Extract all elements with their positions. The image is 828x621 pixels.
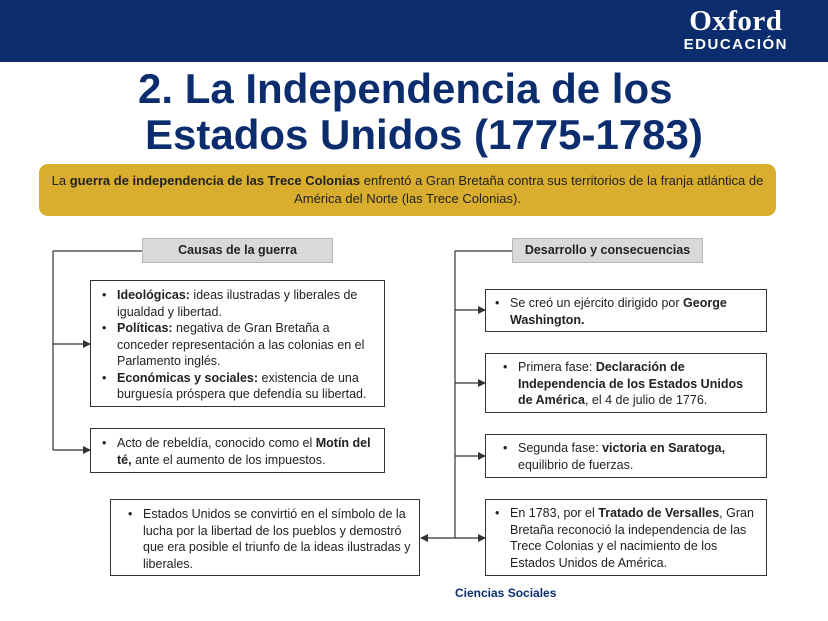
intro-pre: La xyxy=(51,173,70,188)
symbol-box xyxy=(110,499,420,576)
motin-item xyxy=(99,435,376,468)
cause-ideological-label: Ideológicas: xyxy=(117,288,190,302)
versailles-bold: Tratado de Versalles xyxy=(598,506,720,520)
versailles-pre: En 1783, por el xyxy=(510,506,599,520)
development-header: Desarrollo y consecuencias xyxy=(512,238,703,263)
phase1-box xyxy=(485,353,767,413)
phase2-item xyxy=(500,440,758,473)
phase1-item xyxy=(500,359,758,409)
intro-post: enfrentó a Gran Bretaña contra sus territorios de la franja atlántica de América del Norte (las Trece Colonias). xyxy=(294,173,764,206)
title-line-1: 2. La Independencia de los xyxy=(138,65,673,112)
cause-political-label: Políticas: xyxy=(117,321,173,335)
intro-bold: guerra de independencia de las Trece Colonias xyxy=(69,173,361,188)
versailles-box xyxy=(485,499,767,576)
phase1-pre: Primera fase: xyxy=(518,360,596,374)
motin-post: ante el aumento de los impuestos. xyxy=(131,452,326,467)
army-item xyxy=(492,295,758,328)
footer-subject: Ciencias Sociales xyxy=(455,586,557,600)
cause-political xyxy=(99,320,376,370)
symbol-item: • Estados Unidos se convirtió en el símbolo de la lucha por la libertad de los pueblos y demostró que era posible el triunfo de la ideas ilustradas y liberales. xyxy=(125,506,411,572)
causes-box xyxy=(90,280,385,407)
brand-name: Oxford xyxy=(689,5,783,37)
army-pre: Se creó un ejército dirigido por xyxy=(510,296,684,310)
versailles-post: , Gran Bretaña reconoció la independencia de las Trece Colonias y el nacimiento de los Estados Unidos de América. xyxy=(510,506,754,570)
motin-pre: Acto de rebeldía, conocido como el xyxy=(117,436,316,450)
phase2-bold: victoria en Saratoga, xyxy=(602,441,726,455)
army-bold: George Washington. xyxy=(510,296,727,327)
title-line-2: Estados Unidos (1775-1783) xyxy=(145,111,703,158)
motin-bold: Motín del té, xyxy=(117,436,371,467)
phase1-post: , el 4 de julio de 1776. xyxy=(584,393,708,407)
phase2-pre: Segunda fase: xyxy=(518,441,603,455)
cause-ideological-text: ideas ilustradas y liberales de igualdad y libertad. xyxy=(117,288,358,319)
causes-header: Causas de la guerra xyxy=(142,238,333,263)
phase2-box xyxy=(485,434,767,478)
cause-economic-label: Económicas y sociales: xyxy=(117,370,259,385)
cause-economic-text: existencia de una burguesía próspera que defendía su libertad. xyxy=(117,370,367,401)
cause-economic xyxy=(99,370,376,403)
phase1-bold: Declaración de Independencia de los Estados Unidos de América xyxy=(518,360,744,407)
cause-political-text: negativa de Gran Bretaña a conceder representación a las colonias en el Parlamento inglés. xyxy=(117,321,365,368)
cause-ideological xyxy=(99,287,376,320)
brand-sub: EDUCACIÓN xyxy=(683,36,788,53)
versailles-item xyxy=(492,505,758,571)
phase2-post: equilibrio de fuerzas. xyxy=(518,457,634,472)
army-box xyxy=(485,289,767,332)
motin-box xyxy=(90,428,385,473)
